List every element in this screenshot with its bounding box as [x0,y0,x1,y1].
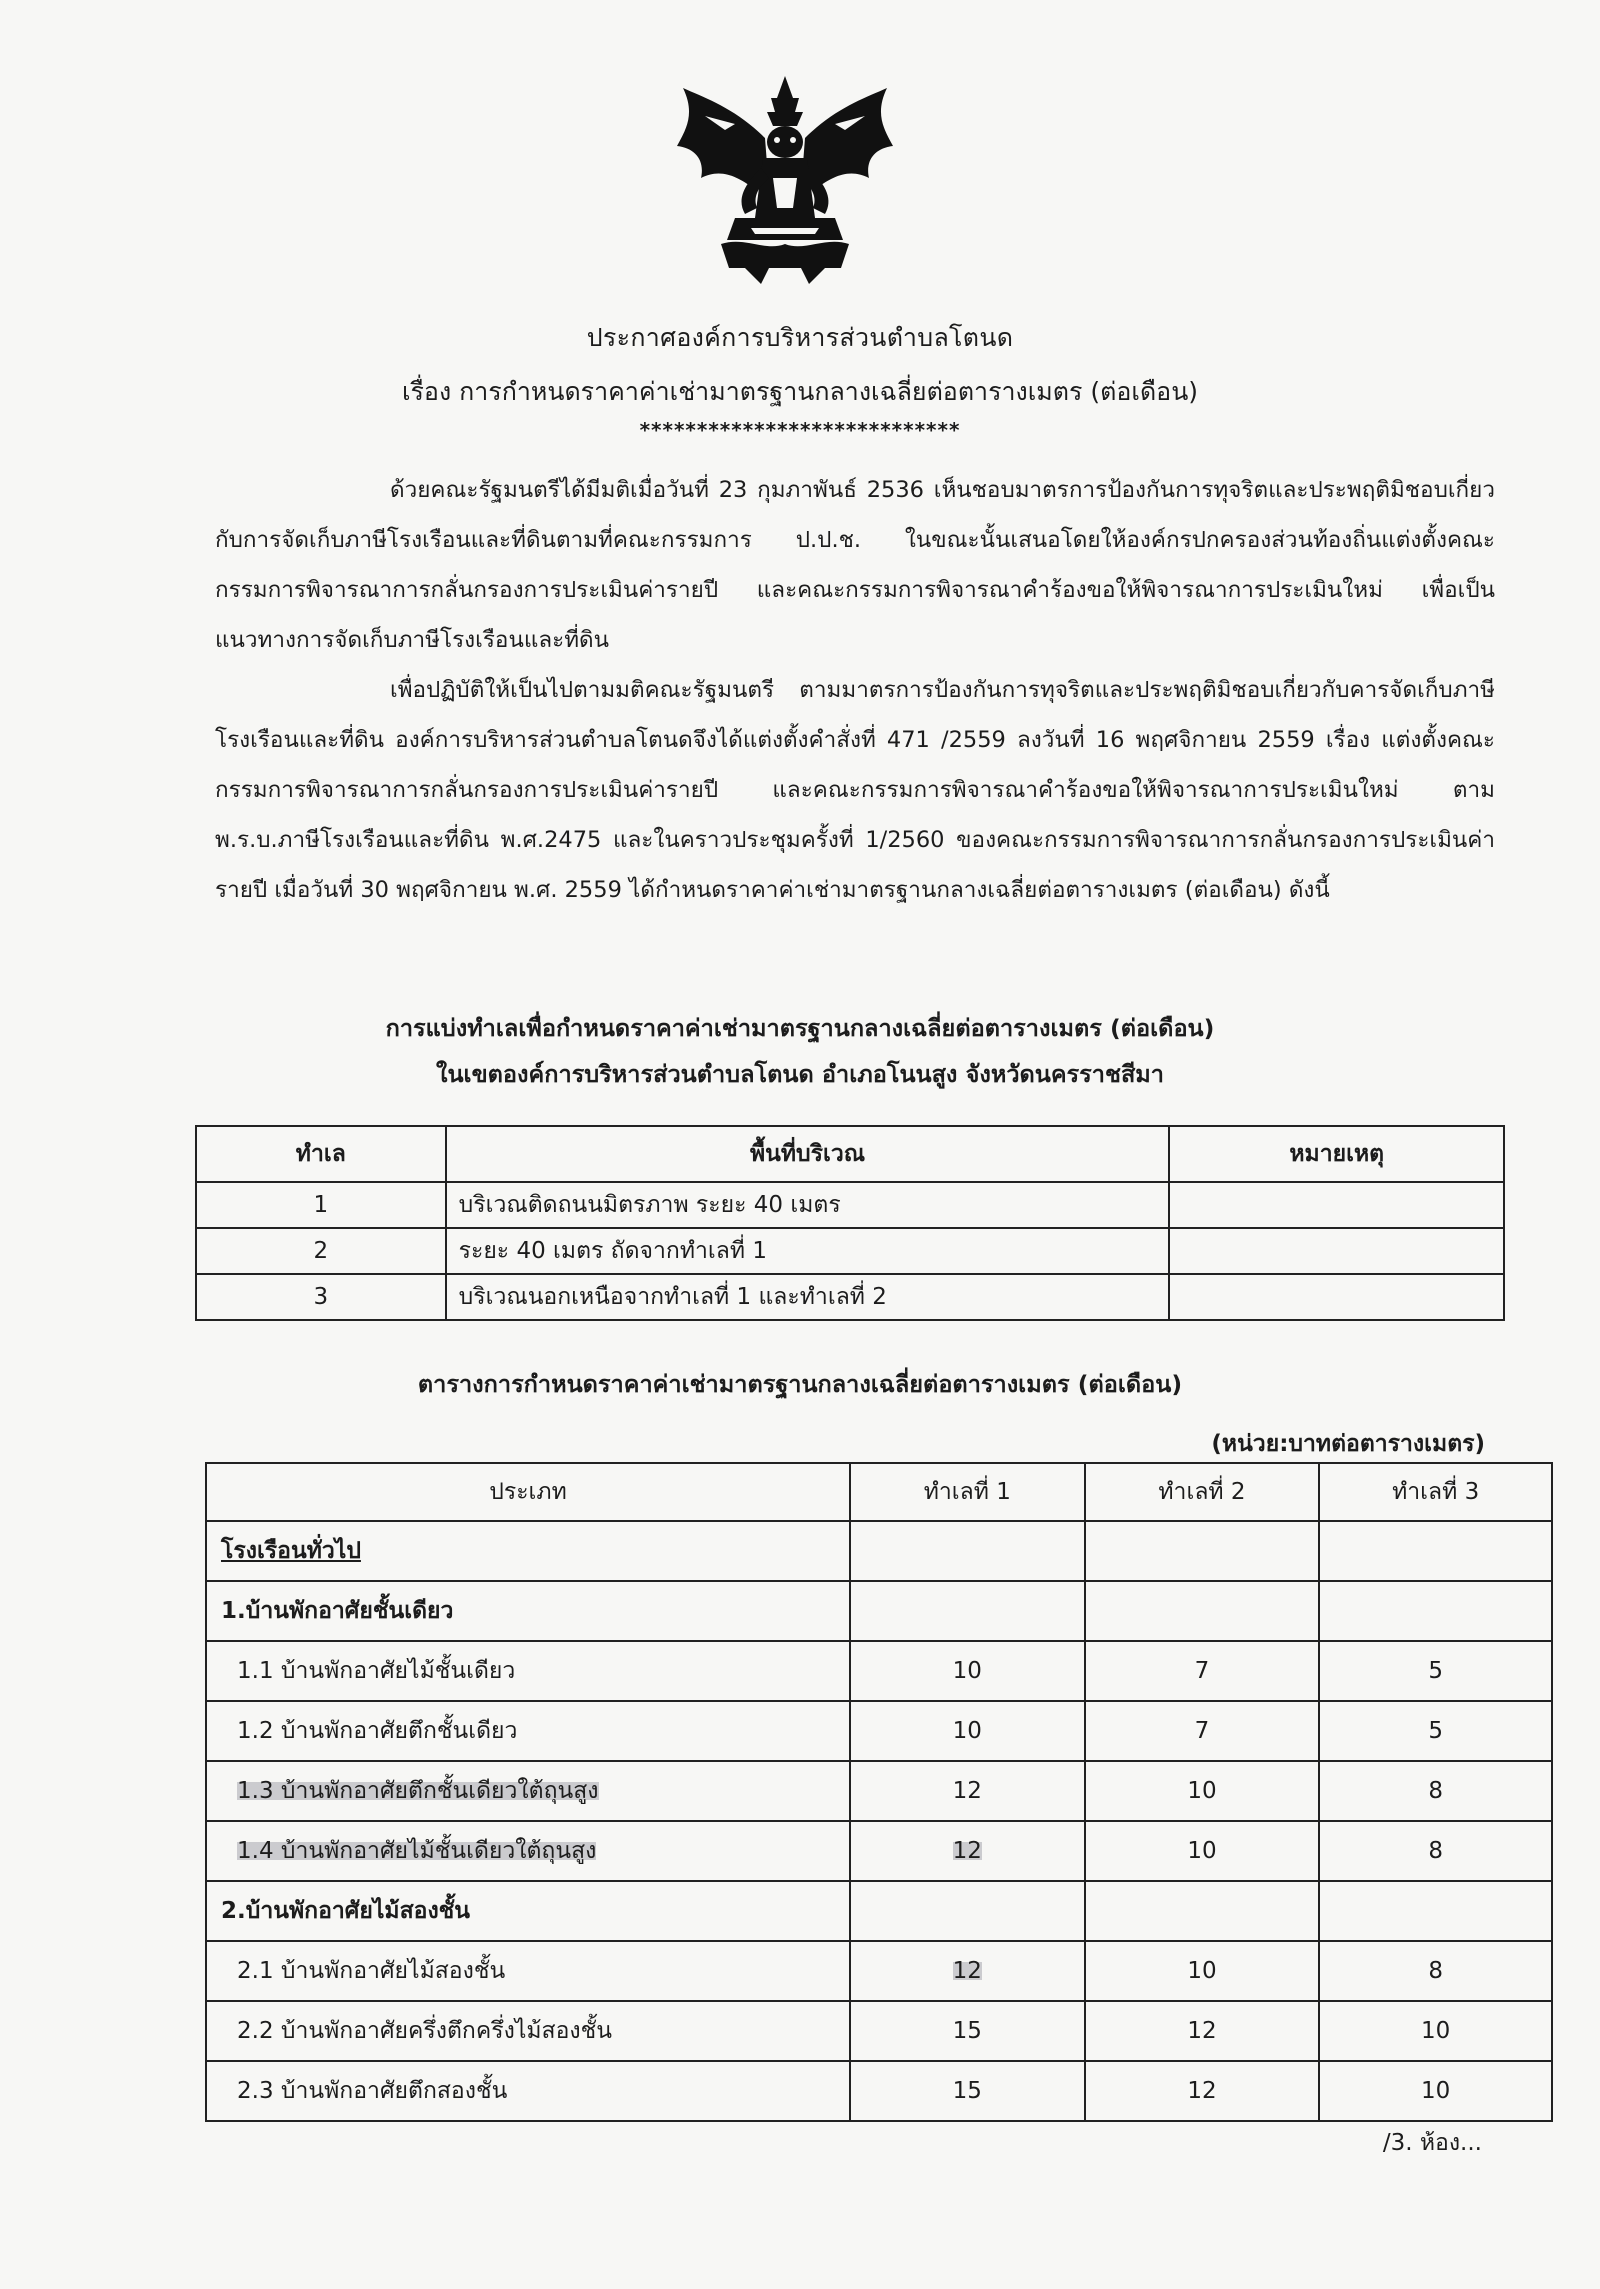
rate-zone1: 10 [850,1641,1085,1701]
zone-area: บริเวณติดถนนมิตรภาพ ระยะ 40 เมตร [446,1182,1170,1228]
paragraph-2: เพื่อปฏิบัติให้เป็นไปตามมติคณะรัฐมนตรี ตามมาตรการป้องกันการทุจริตและประพฤติมิชอบเกี่ยวกับคารจัดเก็บภาษีโรงเรือนและที่ดิน องค์การบริหารส่วนตำบลโตนดจึงได้แต่งตั้งคำสั่งที่ 471 /2559 ลงวันที่ 16 พฤศจิกายน 2559 เรื่อง แต่งตั้งคณะกรรมการพิจารณาการกลั่นกรองการประเมินค่ารายปี และคณะกรรมการพิจารณาคำร้องขอให้พิจารณาการประเมินใหม่ ตาม พ.ร.บ.ภาษีโรงเรือนและที่ดิน พ.ศ.2475 และในคราวประชุมครั้งที่ 1/2560 ของคณะกรรมการพิจารณาการกลั่นกรองการประเมินค่ารายปี เมื่อวันที่ 30 พฤศจิกายน พ.ศ. 2559 ได้กำหนดราคาค่าเช่ามาตรฐานกลางเฉลี่ยต่อตารางเมตร (ต่อเดือน) ดังนี้ [215,677,1495,903]
garuda-emblem-icon [665,68,905,288]
table-row [196,1228,1504,1274]
rate-zone2: 7 [1085,1701,1320,1761]
zone-section-subtitle: ในเขตองค์การบริหารส่วนตำบลโตนด อำเภอโนนสูง จังหวัดนครราชสีมา [436,1060,1164,1088]
continued-note: /3. ห้อง... [1382,2130,1482,2156]
rate-zone1: 10 [850,1701,1085,1761]
rate-header-zone2: ทำเลที่ 2 [1085,1463,1320,1521]
zone-table-header [196,1126,1504,1182]
zone-header-note: หมายเหตุ [1169,1126,1504,1182]
zone-section-title: การแบ่งทำเลเพื่อกำหนดราคาค่าเช่ามาตรฐานกลางเฉลี่ยต่อตารางเมตร (ต่อเดือน) [385,1014,1215,1042]
zone-header-zone: ทำเล [196,1126,446,1182]
table-row [206,1641,1552,1701]
zone-number: 2 [196,1228,446,1274]
rate-zone3: 5 [1319,1701,1552,1761]
rate-zone3: 10 [1319,2061,1552,2121]
rate-header-zone3: ทำเลที่ 3 [1319,1463,1552,1521]
table-row [196,1274,1504,1320]
document-title: ประกาศองค์การบริหารส่วนตำบลโตนด [586,323,1014,352]
document-subject: เรื่อง การกำหนดราคาค่าเช่ามาตรฐานกลางเฉลี่ยต่อตารางเมตร (ต่อเดือน) [401,377,1199,406]
rate-header-zone1: ทำเลที่ 1 [850,1463,1085,1521]
item-name [206,1761,850,1821]
rate-zone2: 7 [1085,1641,1320,1701]
zone-note [1169,1182,1504,1228]
rate-unit: (หน่วย:บาทต่อตารางเมตร) [1211,1431,1485,1457]
zone-number: 3 [196,1274,446,1320]
table-row [206,1701,1552,1761]
zone-header-area: พื้นที่บริเวณ [446,1126,1170,1182]
category-general: โรงเรือนทั่วไป [206,1521,850,1581]
highlight-mark: 12 [952,1838,982,1864]
rate-table-title: ตารางการกำหนดราคาค่าเช่ามาตรฐานกลางเฉลี่ยต่อตารางเมตร (ต่อเดือน) [417,1370,1183,1398]
group-1-label: 1.บ้านพักอาศัยชั้นเดียว [206,1581,850,1641]
rate-zone2: 10 [1085,1941,1320,2001]
rate-zone3: 8 [1319,1941,1552,2001]
group-2-label: 2.บ้านพักอาศัยไม้สองชั้น [206,1881,850,1941]
rate-zone3: 8 [1319,1821,1552,1881]
highlight-mark: 1.3 บ้านพักอาศัยตึกชั้นเดียวใต้ถุนสูง [237,1778,599,1804]
table-row [206,1941,1552,2001]
zone-area: ระยะ 40 เมตร ถัดจากทำเลที่ 1 [446,1228,1170,1274]
zone-number: 1 [196,1182,446,1228]
zone-area: บริเวณนอกเหนือจากทำเลที่ 1 และทำเลที่ 2 [446,1274,1170,1320]
rate-zone2: 12 [1085,2001,1320,2061]
table-row [206,1881,1552,1941]
rate-zone1: 15 [850,2001,1085,2061]
rate-zone1: 12 [850,1761,1085,1821]
body-text [215,465,1495,915]
paragraph-1: ด้วยคณะรัฐมนตรีได้มีมติเมื่อวันที่ 23 กุมภาพันธ์ 2536 เห็นชอบมาตรการป้องกันการทุจริตและประพฤติมิชอบเกี่ยวกับการจัดเก็บภาษีโรงเรือนและที่ดินตามที่คณะกรรมการ ป.ป.ช. ในขณะนั้นเสนอโดยให้องค์กรปกครองส่วนท้องถิ่นแต่งตั้งคณะกรรมการพิจารณาการกลั่นกรองการประเมินค่ารายปี และคณะกรรมการพิจารณาคำร้องขอให้พิจารณาการประเมินใหม่ เพื่อเป็นแนวทางการจัดเก็บภาษีโรงเรือนและที่ดิน [215,477,1495,653]
rate-zone2: 10 [1085,1761,1320,1821]
rate-zone1 [850,1821,1085,1881]
item-name [206,1821,850,1881]
highlight-mark: 1.4 บ้านพักอาศัยไม้ชั้นเดียวใต้ถุนสูง [237,1838,597,1864]
table-row [196,1182,1504,1228]
rate-zone2: 12 [1085,2061,1320,2121]
item-name: 1.2 บ้านพักอาศัยตึกชั้นเดียว [206,1701,850,1761]
rate-zone3: 10 [1319,2001,1552,2061]
rate-zone1: 15 [850,2061,1085,2121]
rate-zone3: 5 [1319,1641,1552,1701]
rate-header-type: ประเภท [206,1463,850,1521]
rate-zone2: 10 [1085,1821,1320,1881]
rate-zone3: 8 [1319,1761,1552,1821]
item-name: 2.2 บ้านพักอาศัยครึ่งตึกครึ่งไม้สองชั้น [206,2001,850,2061]
table-row [206,2001,1552,2061]
highlight-mark: 12 [952,1958,982,1984]
item-name: 2.1 บ้านพักอาศัยไม้สองชั้น [206,1941,850,2001]
zone-note [1169,1228,1504,1274]
table-row [206,2061,1552,2121]
item-name: 1.1 บ้านพักอาศัยไม้ชั้นเดียว [206,1641,850,1701]
table-row [206,1521,1552,1581]
separator-stars: **************************** [639,418,961,442]
item-name: 2.3 บ้านพักอาศัยตึกสองชั้น [206,2061,850,2121]
rate-table-header [206,1463,1552,1521]
zone-table [195,1125,1505,1321]
table-row [206,1581,1552,1641]
table-row [206,1761,1552,1821]
rate-zone1 [850,1941,1085,2001]
zone-note [1169,1274,1504,1320]
table-row [206,1821,1552,1881]
rate-table [205,1462,1553,2122]
